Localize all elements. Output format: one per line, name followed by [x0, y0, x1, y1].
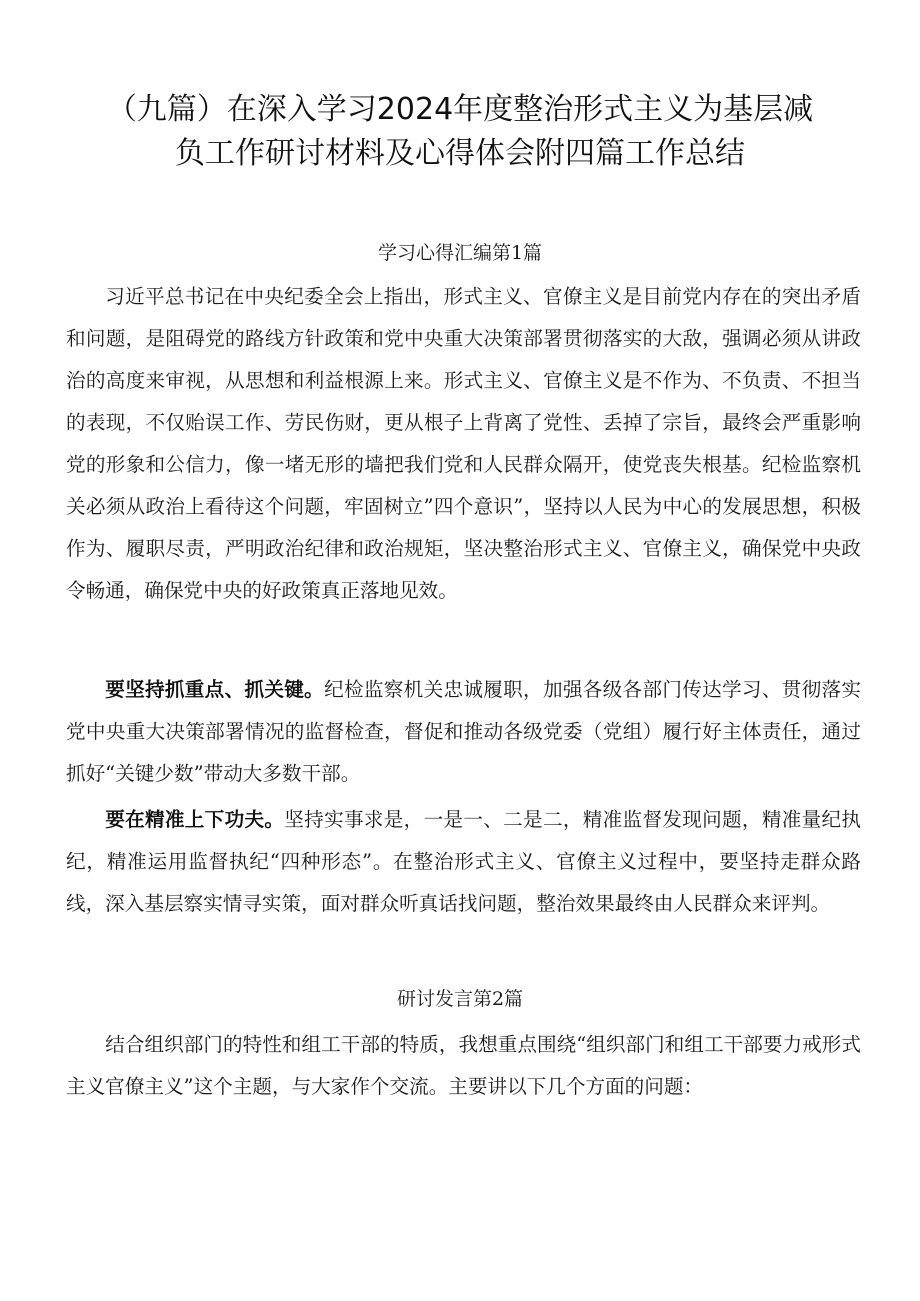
paragraph-text: 坚持实事求是，一是一、二是二，精准监督发现问题，精准量纪执纪，精准运用监督执纪“四种形态”。在整治形式主义、官僚主义过程中，要坚持走群众路线，深入基层察实情寻实策，面对群众听真话找问题，整治效果最终由人民群众来评判。 [66, 808, 862, 915]
document-title-line-2: 负工作研讨材料及心得体会附四篇工作总结 [175, 136, 745, 171]
paragraph-text: 习近平总书记在中央纪委全会上指出，形式主义、官僚主义是目前党内存在的突出矛盾和问题，是阻碍党的路线方针政策和党中央重大决策部署贯彻落实的大敌，强调必须从讲政治的高度来审视，从思想和利益根源上来。形式主义、官僚主义是不作为、不负责、不担当的表现，不仅贻误工作、劳民伤财，更从根子上背离了党性、丢掉了宗旨，最终会严重影响党的形象和公信力，像一堵无形的墙把我们党和人民群众隔开，使党丧失根基。纪检监察机关必须从政治上看待这个问题，牢固树立”四个意识”，坚持以人民为中心的发展思想，积极作为、履职尽责，严明政治纪律和政治规矩，坚决整治形式主义、官僚主义，确保党中央政令畅通，确保党中央的好政策真正落地见效。 [66, 285, 861, 602]
document-title-line-1: （九篇）在深入学习2024年度整治形式主义为基层减 [106, 92, 814, 127]
paragraph-text: 纪检监察机关忠诚履职，加强各级各部门传达学习、贯彻落实党中央重大决策部署情况的监督检查，督促和推动各级党委（党组）履行好主体责任，通过抓好“关键少数”带动大多数干部。 [66, 678, 862, 785]
section-heading-1: 学习心得汇编第1篇 [377, 242, 543, 264]
paragraph-text: 结合组织部门的特性和组工干部的特质，我想重点围绕“组织部门和组工干部要力戒形式主义官僚主义”这个主题，与大家作个交流。主要讲以下几个方面的问题： [66, 1033, 861, 1098]
paragraph-lead: 要坚持抓重点、抓关键。 [105, 678, 325, 701]
paragraph-lead: 要在精准上下功夫。 [105, 808, 285, 831]
paragraph-3 [66, 799, 861, 925]
paragraph-4 [66, 1024, 861, 1108]
paragraph-1 [66, 276, 861, 612]
paragraph-2 [66, 669, 861, 795]
section-heading-2: 研讨发言第2篇 [396, 988, 524, 1010]
document-title [60, 88, 860, 176]
